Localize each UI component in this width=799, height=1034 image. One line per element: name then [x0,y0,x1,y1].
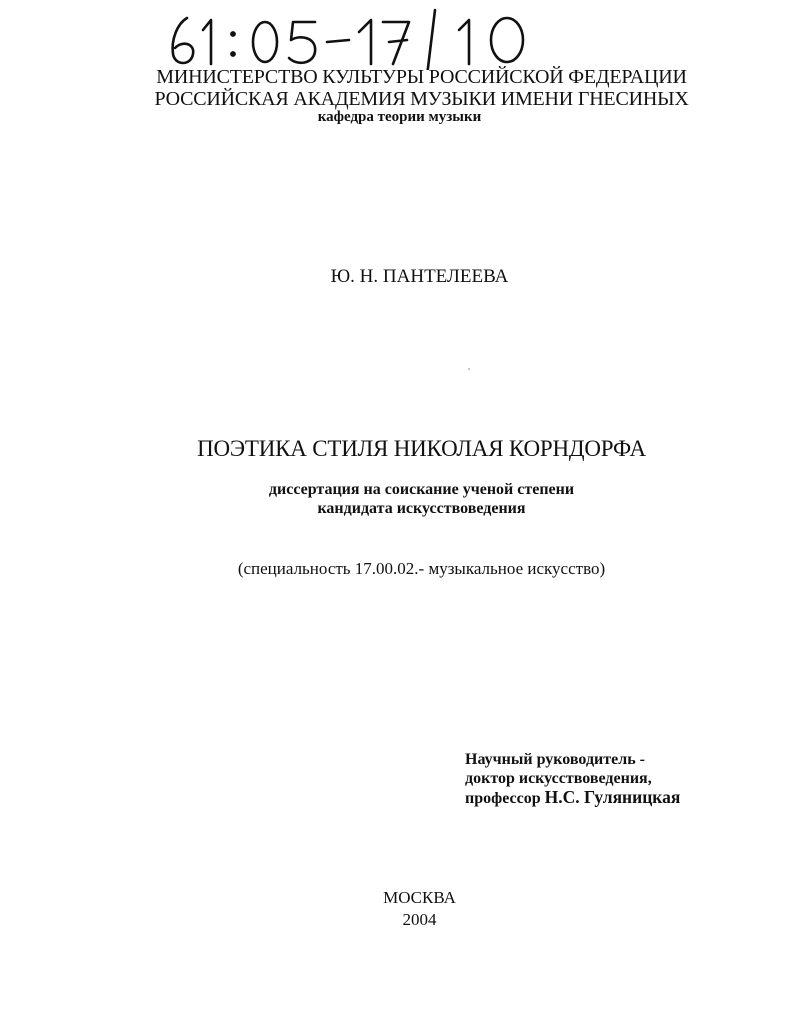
svg-text:61:05-17/10: 61:05-17/10 [165,8,170,9]
dissertation-subtitle-line2: кандидата искусствоведения [317,500,526,517]
ministry-heading: МИНИСТЕРСТВО КУЛЬТУРЫ РОССИЙСКОЙ ФЕДЕРАЦИИ [156,66,687,88]
specialty-line: (специальность 17.00.02.- музыкальное искусство) [237,559,606,578]
advisor-role: Научный руководитель - [465,751,645,768]
year: 2004 [402,910,437,929]
author-name: Ю. Н. ПАНТЕЛЕЕВА [330,266,509,287]
dissertation-subtitle-line1: диссертация на соискание ученой степени [268,481,575,498]
scan-speck [468,368,470,370]
handwritten-code-drawing [165,8,555,70]
advisor-title-line [465,788,680,808]
dissertation-title: ПОЭТИКА СТИЛЯ НИКОЛАЯ КОРНДОРФА [197,436,646,461]
advisor-title: профессор [465,790,545,807]
city: МОСКВА [383,888,456,907]
advisor-name: Н.С. Гуляницкая [544,787,681,807]
department-heading: кафедра теории музыки [317,109,482,125]
advisor-degree: доктор искусствоведения, [465,770,652,787]
handwritten-archive-code [165,8,555,70]
academy-heading: РОССИЙСКАЯ АКАДЕМИЯ МУЗЫКИ ИМЕНИ ГНЕСИНЫХ [154,88,689,110]
advisor-block [465,750,680,808]
